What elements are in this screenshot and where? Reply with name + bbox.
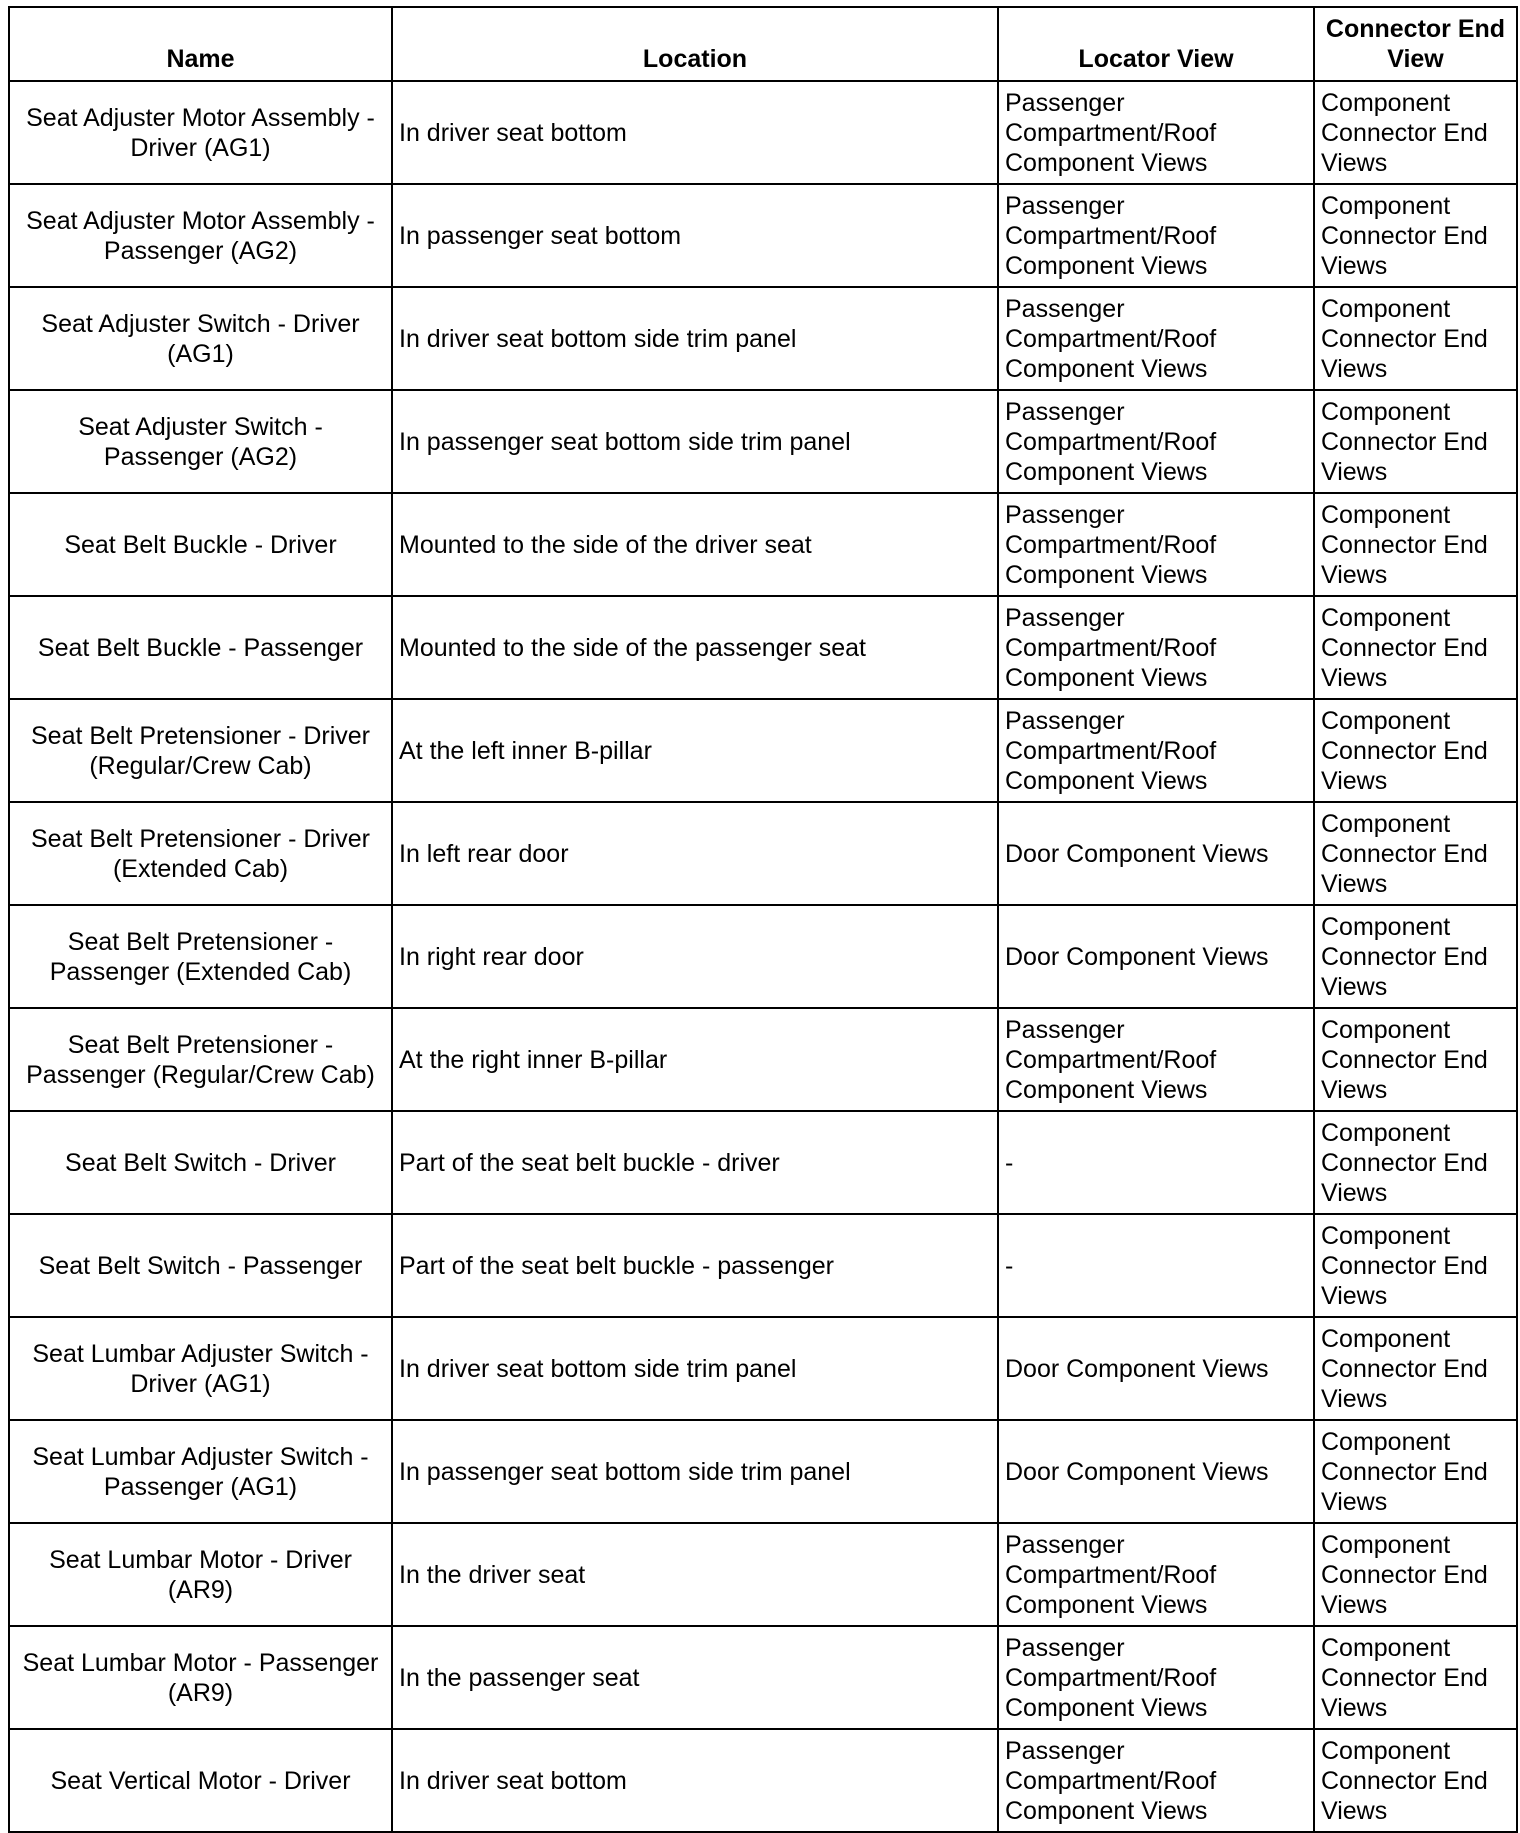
cell-location [392,184,998,287]
locator-view-text: Passenger Compartment/Roof Component Views [1005,603,1217,692]
name-text: Seat Belt Buckle - Driver [64,530,337,559]
cell-name [9,1626,392,1729]
cell-locator-view [998,390,1314,493]
cell-name [9,1111,392,1214]
name-text: Seat Adjuster Motor Assembly - Driver (AG1) [26,103,375,162]
table-row [9,1214,1517,1317]
cell-location [392,1111,998,1214]
name-text: Seat Belt Buckle - Passenger [37,633,364,662]
cell-location [392,1214,998,1317]
table-row [9,1420,1517,1523]
location-text: In the passenger seat [399,1663,640,1692]
connector-end-view-text: Component Connector End Views [1321,397,1488,486]
cell-location [392,1729,998,1832]
cell-connector-end-view [1314,1111,1517,1214]
locator-view-text: Passenger Compartment/Roof Component Views [1005,1015,1217,1104]
cell-location [392,1008,998,1111]
table-row [9,1626,1517,1729]
locator-view-text: Door Component Views [1005,1354,1269,1383]
cell-location [392,802,998,905]
cell-name [9,802,392,905]
cell-locator-view [998,1523,1314,1626]
name-text: Seat Adjuster Switch - Driver (AG1) [41,309,360,368]
table-row [9,1111,1517,1214]
cell-name [9,596,392,699]
cell-connector-end-view [1314,184,1517,287]
header-name-label: Name [166,45,235,73]
location-text: Part of the seat belt buckle - driver [399,1148,780,1177]
cell-location [392,905,998,1008]
connector-end-view-text: Component Connector End Views [1321,1736,1488,1825]
cell-locator-view [998,905,1314,1008]
table-row [9,1317,1517,1420]
header-connector-end-view [1314,7,1517,81]
cell-connector-end-view [1314,905,1517,1008]
table-row [9,905,1517,1008]
cell-name [9,1214,392,1317]
cell-locator-view [998,493,1314,596]
table-row [9,699,1517,802]
cell-location [392,287,998,390]
header-connector-end-view-label: Connector End View [1325,15,1506,73]
connector-end-view-text: Component Connector End Views [1321,294,1488,383]
cell-location [392,493,998,596]
cell-name [9,1420,392,1523]
connector-end-view-text: Component Connector End Views [1321,191,1488,280]
location-text: In driver seat bottom [399,1766,627,1795]
location-text: At the left inner B-pillar [399,736,652,765]
cell-name [9,1523,392,1626]
header-name [9,7,392,81]
locator-view-text: - [1005,1148,1014,1177]
name-text: Seat Belt Pretensioner - Driver (Regular/Crew Cab) [30,721,371,780]
cell-connector-end-view [1314,81,1517,184]
connector-end-view-text: Component Connector End Views [1321,1530,1488,1619]
cell-locator-view [998,699,1314,802]
name-text: Seat Lumbar Motor - Driver (AR9) [49,1545,352,1604]
location-text: In driver seat bottom side trim panel [399,1354,797,1383]
cell-connector-end-view [1314,1008,1517,1111]
locator-view-text: Passenger Compartment/Roof Component Views [1005,88,1217,177]
cell-locator-view [998,1420,1314,1523]
location-text: Mounted to the side of the passenger seat [399,633,866,662]
connector-end-view-text: Component Connector End Views [1321,1633,1488,1722]
cell-connector-end-view [1314,493,1517,596]
table-row [9,1523,1517,1626]
cell-location [392,1626,998,1729]
cell-location [392,596,998,699]
location-text: In driver seat bottom [399,118,627,147]
location-text: In left rear door [399,839,569,868]
cell-location [392,81,998,184]
cell-locator-view [998,1111,1314,1214]
cell-name [9,1729,392,1832]
cell-location [392,1523,998,1626]
locator-view-text: Door Component Views [1005,942,1269,971]
table-row [9,81,1517,184]
name-text: Seat Lumbar Adjuster Switch - Driver (AG1) [32,1339,369,1398]
locator-view-text: Passenger Compartment/Roof Component Views [1005,1633,1217,1722]
locator-view-text: Passenger Compartment/Roof Component Views [1005,191,1217,280]
cell-connector-end-view [1314,1420,1517,1523]
table-row [9,1729,1517,1832]
cell-locator-view [998,1317,1314,1420]
table-row [9,287,1517,390]
connector-end-view-text: Component Connector End Views [1321,1015,1488,1104]
cell-name [9,699,392,802]
header-location-label: Location [642,45,748,73]
cell-location [392,1420,998,1523]
cell-locator-view [998,1008,1314,1111]
location-text: At the right inner B-pillar [399,1045,668,1074]
cell-name [9,390,392,493]
name-text: Seat Belt Switch - Driver [65,1148,336,1177]
location-text: Part of the seat belt buckle - passenger [399,1251,834,1280]
location-text: Mounted to the side of the driver seat [399,530,812,559]
cell-name [9,287,392,390]
cell-connector-end-view [1314,390,1517,493]
table-row [9,184,1517,287]
locator-view-text: Passenger Compartment/Roof Component Views [1005,1736,1217,1825]
connector-end-view-text: Component Connector End Views [1321,706,1488,795]
header-location [392,7,998,81]
cell-locator-view [998,287,1314,390]
name-text: Seat Lumbar Motor - Passenger (AR9) [22,1648,379,1707]
cell-name [9,905,392,1008]
cell-connector-end-view [1314,287,1517,390]
location-text: In passenger seat bottom side trim panel [399,427,851,456]
cell-locator-view [998,1626,1314,1729]
connector-end-view-text: Component Connector End Views [1321,500,1488,589]
cell-name [9,184,392,287]
locator-view-text: Passenger Compartment/Roof Component Views [1005,294,1217,383]
header-locator-view [998,7,1314,81]
locator-view-text: Door Component Views [1005,839,1269,868]
locator-view-text: Passenger Compartment/Roof Component Views [1005,706,1217,795]
location-text: In driver seat bottom side trim panel [399,324,797,353]
cell-locator-view [998,1214,1314,1317]
component-locator-table [8,6,1518,1833]
locator-view-text: Passenger Compartment/Roof Component Views [1005,500,1217,589]
connector-end-view-text: Component Connector End Views [1321,88,1488,177]
name-text: Seat Adjuster Motor Assembly - Passenger (AG2) [26,206,375,265]
locator-view-text: Passenger Compartment/Roof Component Views [1005,397,1217,486]
cell-name [9,81,392,184]
connector-end-view-text: Component Connector End Views [1321,912,1488,1001]
cell-connector-end-view [1314,1214,1517,1317]
cell-connector-end-view [1314,596,1517,699]
table-row [9,390,1517,493]
cell-name [9,1008,392,1111]
cell-location [392,1317,998,1420]
cell-location [392,699,998,802]
table-row [9,802,1517,905]
header-row [9,7,1517,81]
cell-name [9,493,392,596]
name-text: Seat Vertical Motor - Driver [50,1766,351,1795]
cell-locator-view [998,596,1314,699]
connector-end-view-text: Component Connector End Views [1321,603,1488,692]
table-row [9,1008,1517,1111]
name-text: Seat Adjuster Switch - Passenger (AG2) [78,412,323,471]
cell-locator-view [998,184,1314,287]
table-row [9,493,1517,596]
locator-view-text: - [1005,1251,1014,1280]
location-text: In passenger seat bottom side trim panel [399,1457,851,1486]
location-text: In right rear door [399,942,584,971]
name-text: Seat Lumbar Adjuster Switch - Passenger (AG1) [32,1442,369,1501]
cell-connector-end-view [1314,1729,1517,1832]
header-locator-view-label: Locator View [1078,45,1234,73]
cell-locator-view [998,1729,1314,1832]
name-text: Seat Belt Switch - Passenger [38,1251,363,1280]
cell-connector-end-view [1314,802,1517,905]
connector-end-view-text: Component Connector End Views [1321,1221,1488,1310]
locator-view-text: Passenger Compartment/Roof Component Views [1005,1530,1217,1619]
cell-connector-end-view [1314,699,1517,802]
cell-name [9,1317,392,1420]
table-header [9,7,1517,81]
connector-end-view-text: Component Connector End Views [1321,1427,1488,1516]
connector-end-view-text: Component Connector End Views [1321,1324,1488,1413]
cell-locator-view [998,81,1314,184]
cell-location [392,390,998,493]
cell-connector-end-view [1314,1317,1517,1420]
connector-end-view-text: Component Connector End Views [1321,1118,1488,1207]
table-body [9,81,1517,1832]
cell-connector-end-view [1314,1523,1517,1626]
table-row [9,596,1517,699]
location-text: In passenger seat bottom [399,221,682,250]
name-text: Seat Belt Pretensioner - Driver (Extended Cab) [30,824,371,883]
cell-locator-view [998,802,1314,905]
locator-view-text: Door Component Views [1005,1457,1269,1486]
connector-end-view-text: Component Connector End Views [1321,809,1488,898]
name-text: Seat Belt Pretensioner - Passenger (Regular/Crew Cab) [26,1030,375,1089]
name-text: Seat Belt Pretensioner - Passenger (Extended Cab) [49,927,352,986]
location-text: In the driver seat [399,1560,586,1589]
cell-connector-end-view [1314,1626,1517,1729]
